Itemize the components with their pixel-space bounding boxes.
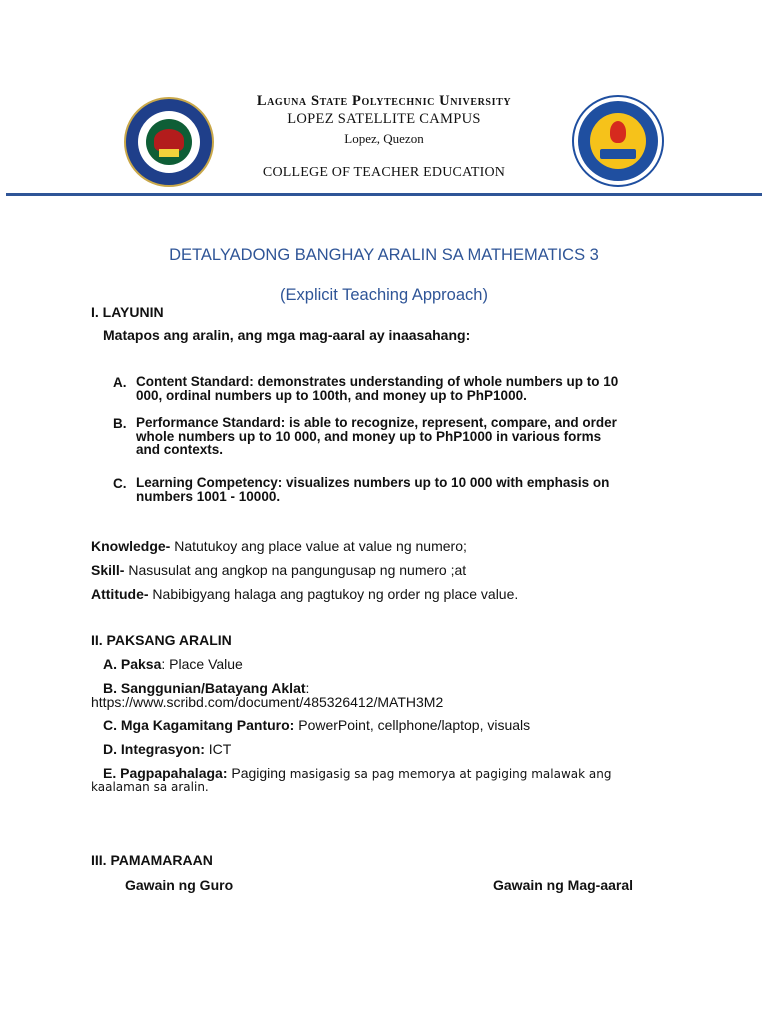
layunin-intro: Matapos ang aralin, ang mga mag-aaral ay inaasahang: xyxy=(103,327,471,343)
content-standard: Content Standard: demonstrates understanding of whole numbers up to 10 000, ordinal numbers up to 100th, and money up to PhP1000. xyxy=(136,374,619,403)
column-header-student: Gawain ng Mag-aaral xyxy=(493,877,634,893)
learning-competency: Learning Competency: visualizes numbers up to 10 000 with emphasis on numbers 1001 - 10000. xyxy=(136,475,610,504)
performance-standard: Performance Standard: is able to recognize, represent, compare, and order whole numbers up to 10 000, and money up to PhP1000 in various forms and contexts. xyxy=(136,415,617,457)
campus-name: LOPEZ SATELLITE CAMPUS xyxy=(287,111,481,127)
objective-skill: Skill- Nasusulat ang angkop na pangungusap ng numero ;at xyxy=(91,562,467,578)
section-heading-paksang-aralin: II. PAKSANG ARALIN xyxy=(91,632,232,648)
standard-letter: C. xyxy=(113,476,127,491)
document-subtitle: (Explicit Teaching Approach) xyxy=(280,286,488,304)
sanggunian-item: B. Sanggunian/Batayang Aklat: xyxy=(103,680,310,696)
section-heading-layunin: I. LAYUNIN xyxy=(91,304,164,320)
campus-location: Lopez, Quezon xyxy=(344,131,424,146)
objective-attitude: Attitude- Nabibigyang halaga ang pagtukoy ng order ng place value. xyxy=(91,586,519,602)
header-divider xyxy=(6,193,762,196)
paksa-item: A. Paksa: Place Value xyxy=(103,656,243,672)
beed-logo xyxy=(572,95,664,187)
university-name: Laguna State Polytechnic University xyxy=(256,93,512,109)
reference-url[interactable]: https://www.scribd.com/document/485326412/MATH3M2 xyxy=(91,694,444,710)
section-heading-pamamaraan: III. PAMAMARAAN xyxy=(91,852,213,868)
pagpapahalaga-item: E. Pagpapahalaga: Pagiging masigasig sa pag memorya at pagiging malawak ang xyxy=(103,765,612,781)
column-header-teacher: Gawain ng Guro xyxy=(125,877,234,893)
kagamitan-item: C. Mga Kagamitang Panturo: PowerPoint, cellphone/laptop, visuals xyxy=(103,717,531,733)
pagpapahalaga-continuation: kaalaman sa aralin. xyxy=(91,780,209,794)
integrasyon-item: D. Integrasyon: ICT xyxy=(103,741,232,757)
college-name: COLLEGE OF TEACHER EDUCATION xyxy=(262,165,506,180)
objective-knowledge: Knowledge- Natutukoy ang place value at value ng numero; xyxy=(91,538,467,554)
standard-letter: B. xyxy=(113,416,127,431)
standard-letter: A. xyxy=(113,375,127,390)
document-title: DETALYADONG BANGHAY ARALIN SA MATHEMATICS 3 xyxy=(169,246,599,264)
